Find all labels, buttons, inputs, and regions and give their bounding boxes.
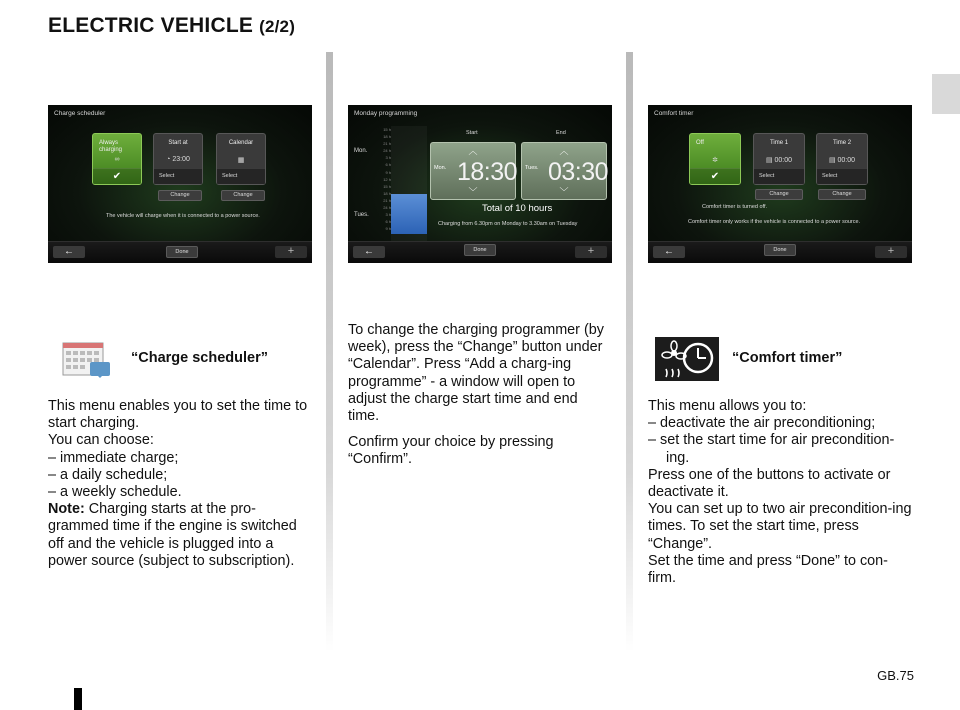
timeline-tick: 15 h [383,127,391,132]
paragraph: To change the charging programmer (by week), press the “Change” button under “Calendar”. Press “Add a charg-ing programme” - a window will open to adjust the charge start time and end time. [348,322,604,425]
tile-label: Calendar [228,140,254,146]
column-divider-right [626,52,633,652]
list-item: – immediate charge; [48,449,179,466]
timeline-tick: 24 h [383,205,391,211]
timeline-tick: 6 h [385,219,391,225]
paragraph: Confirm your choice by pressing “Confirm”. [348,434,554,468]
tile-action: Select [754,168,804,184]
bottom-bar [48,241,312,263]
calendar-instructions [348,322,612,469]
end-time-box[interactable] [521,142,607,200]
back-arrow-icon[interactable]: ← [353,246,385,258]
comfort-timer-heading: “Comfort timer” [732,350,843,366]
start-time-box[interactable] [430,142,516,200]
infinity-icon: ∞ [114,156,120,163]
done-button[interactable]: Done [464,244,496,256]
tile-label: Always charging [99,140,123,153]
time1-value: ▤ 00:00 [765,157,793,164]
calendar-tile[interactable] [216,133,266,185]
charge-scheduler-heading: “Charge scheduler” [131,350,268,366]
page-title: ELECTRIC VEHICLE (2/2) [48,14,296,37]
start-at-tile[interactable] [153,133,203,185]
total-hours: Total of 10 hours [482,203,553,214]
back-arrow-icon[interactable]: ← [53,246,85,258]
end-time: 03:30 [548,158,609,186]
done-button[interactable]: Done [166,246,198,258]
timeline-charging-fill [391,194,427,234]
time1-change-button[interactable]: Change [755,189,803,200]
timeline-tick: 24 h [383,148,391,154]
tile-action: Select [154,168,202,184]
list-item: – deactivate the air preconditioning; [648,415,876,432]
timeline-tick: 3 h [385,155,391,161]
list-item: – a weekly schedule. [48,484,182,501]
start-time: 18:30 [457,158,518,186]
charge-scheduler-text [48,398,310,570]
timeline-scale [377,126,391,232]
tile-action: Select [817,168,867,184]
off-tile[interactable] [689,133,741,185]
start-at-change-button[interactable]: Change [158,190,202,201]
paragraph: Press one of the buttons to activate or deactivate it. [648,466,891,501]
charge-note: The vehicle will charge when it is connected to a power source. [106,213,260,219]
bottom-bar [648,241,912,263]
timeline-tick: 9 h [385,226,391,232]
done-button[interactable]: Done [764,244,796,256]
time2-value: ▤ 00:00 [828,157,856,164]
comfort-timer-text [648,398,912,587]
calendar-icon [62,340,112,378]
timeline-tick: 18 h [383,134,391,140]
comfort-timer-icon [655,337,719,381]
calendar-change-button[interactable]: Change [221,190,265,201]
day-label-top: Mon. [354,148,368,154]
checkmark-icon: ✔ [93,168,141,184]
comfort-status: Comfort timer is turned off. [702,204,768,210]
tile-label: Off [696,140,704,146]
end-label: End [556,130,566,136]
back-arrow-icon[interactable]: ← [653,246,685,258]
time1-tile[interactable] [753,133,805,185]
always-charging-tile[interactable] [92,133,142,185]
bottom-bar [348,241,612,263]
chevron-down-icon[interactable]: ﹀ [468,187,478,197]
charging-summary: Charging from 6.30pm on Monday to 3.30am on Tuesday [438,221,578,227]
paragraph: This menu allows you to: [648,398,807,414]
timeline-tick: 12 h [383,176,391,182]
checkmark-icon: ✔ [690,168,740,184]
chevron-up-icon[interactable]: ︿ [559,146,569,156]
start-time-value: ◔ 23:00 [166,156,190,163]
paragraph: You can choose: [48,432,154,449]
calendar-icon: ▦ [237,157,245,164]
note-label: Note: [48,501,85,518]
comfort-note: Comfort timer only works if the vehicle is connected to a power source. [688,219,861,225]
tile-label: Time 2 [832,140,852,146]
section-tab-marker [932,74,960,114]
time2-change-button[interactable]: Change [818,189,866,200]
day-label-bottom: Tues. [354,212,369,218]
paragraph: You can set up to two air precondition-ing times. To set the start time, press “Change”. [648,501,912,552]
start-day: Mon. [434,165,447,171]
timeline-tick: 9 h [385,169,391,175]
tile-action: Select [217,168,265,184]
note-paragraph: Note: Charging starts at the pro-grammed time if the engine is switched off and the vehicle is plugged into a power source (subject to subscription). [48,501,297,569]
corner-mark [74,688,82,710]
paragraph: This menu enables you to set the time to start charging. [48,398,308,432]
timeline-tick: 3 h [385,212,391,218]
tile-label: Time 1 [769,140,789,146]
climate-icon: ▤ [765,157,775,164]
page-number: GB.75 [877,668,914,683]
plus-icon[interactable]: + [275,246,307,258]
charge-scheduler-screen [48,105,312,263]
plus-icon[interactable]: + [875,246,907,258]
page-title-part: (2/2) [259,17,296,36]
comfort-timer-screen [648,105,912,263]
clock-icon: ◔ [166,156,173,163]
screen-title: Charge scheduler [54,110,106,117]
fan-icon: ✲ [712,157,718,164]
timeline-tick: 21 h [383,197,391,203]
chevron-down-icon[interactable]: ﹀ [559,187,569,197]
screen-title: Monday programming [354,110,418,117]
end-day: Tues. [525,165,539,171]
timeline-tick: 21 h [383,141,391,147]
plus-icon[interactable]: + [575,246,607,258]
timeline-tick: 15 h [383,183,391,189]
timeline-tick: 6 h [385,162,391,168]
start-label: Start [466,130,478,136]
paragraph: Set the time and press “Done” to con-firm. [648,552,888,587]
tile-label: Start at [168,140,188,146]
timeline-tick: 18 h [383,190,391,196]
time2-tile[interactable] [816,133,868,185]
column-divider-left [326,52,333,652]
chevron-up-icon[interactable]: ︿ [468,146,478,156]
screen-title: Comfort timer [654,110,694,117]
list-item: – set the start time for air precondition-ing. [648,432,895,466]
list-item: – a daily schedule; [48,466,168,483]
climate-icon: ▤ [828,157,838,164]
